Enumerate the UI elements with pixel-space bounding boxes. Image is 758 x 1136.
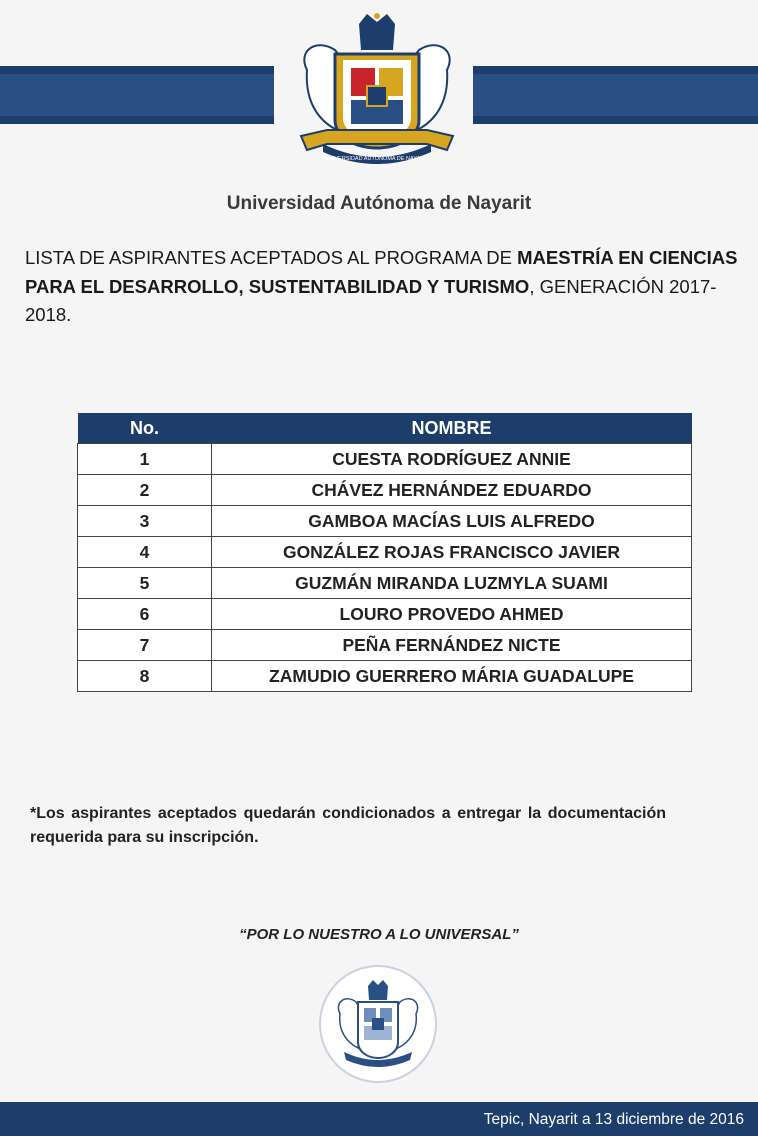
conditions-note: *Los aspirantes aceptados quedarán condicionados a entregar la documentación requerida para su inscripción. xyxy=(30,805,666,846)
row-number: 8 xyxy=(78,661,212,692)
row-number: 5 xyxy=(78,568,212,599)
footer-date-location: Tepic, Nayarit a 13 diciembre de 2016 xyxy=(483,1111,744,1128)
table-row xyxy=(78,537,692,568)
table-row xyxy=(78,475,692,506)
table-row xyxy=(78,568,692,599)
row-name: ZAMUDIO GUERRERO MÁRIA GUADALUPE xyxy=(212,661,692,692)
table-row xyxy=(78,506,692,537)
row-number: 2 xyxy=(78,475,212,506)
heading-suffix: , GENERACIÓN 2017-2018. xyxy=(25,275,717,325)
row-name: PEÑA FERNÁNDEZ NICTE xyxy=(212,630,692,661)
column-header-name: NOMBRE xyxy=(212,413,692,444)
table-row xyxy=(78,661,692,692)
heading-program: MAESTRÍA EN CIENCIAS PARA EL DESARROLLO, SUSTENTABILIDAD Y TURISMO xyxy=(25,247,738,297)
university-crest-logo xyxy=(297,10,457,170)
row-name: LOURO PROVEDO AHMED xyxy=(212,599,692,630)
table-row xyxy=(78,599,692,630)
document-heading xyxy=(25,244,740,330)
table-row xyxy=(78,630,692,661)
accepted-applicants-table xyxy=(77,413,692,692)
header-band-right xyxy=(473,66,758,124)
university-motto: “POR LO NUESTRO A LO UNIVERSAL” xyxy=(239,926,519,943)
footer-band xyxy=(0,1102,758,1136)
row-number: 6 xyxy=(78,599,212,630)
crest-banner-text: UNIVERSIDAD AUTÓNOMA DE NAYARIT xyxy=(324,156,430,162)
row-number: 4 xyxy=(78,537,212,568)
row-number: 3 xyxy=(78,506,212,537)
university-seal-icon xyxy=(318,964,438,1084)
row-name: CUESTA RODRÍGUEZ ANNIE xyxy=(212,444,692,475)
table-row xyxy=(78,444,692,475)
header-band-left xyxy=(0,66,274,124)
row-name: CHÁVEZ HERNÁNDEZ EDUARDO xyxy=(212,475,692,506)
row-name: GAMBOA MACÍAS LUIS ALFREDO xyxy=(212,506,692,537)
row-number: 1 xyxy=(78,444,212,475)
row-name: GUZMÁN MIRANDA LUZMYLA SUAMI xyxy=(212,568,692,599)
table-header-row xyxy=(78,413,692,444)
row-name: GONZÁLEZ ROJAS FRANCISCO JAVIER xyxy=(212,537,692,568)
heading-prefix: LISTA DE ASPIRANTES ACEPTADOS AL PROGRAMA DE xyxy=(25,247,518,268)
university-name: Universidad Autónoma de Nayarit xyxy=(226,193,532,214)
column-header-number: No. xyxy=(78,413,212,444)
row-number: 7 xyxy=(78,630,212,661)
